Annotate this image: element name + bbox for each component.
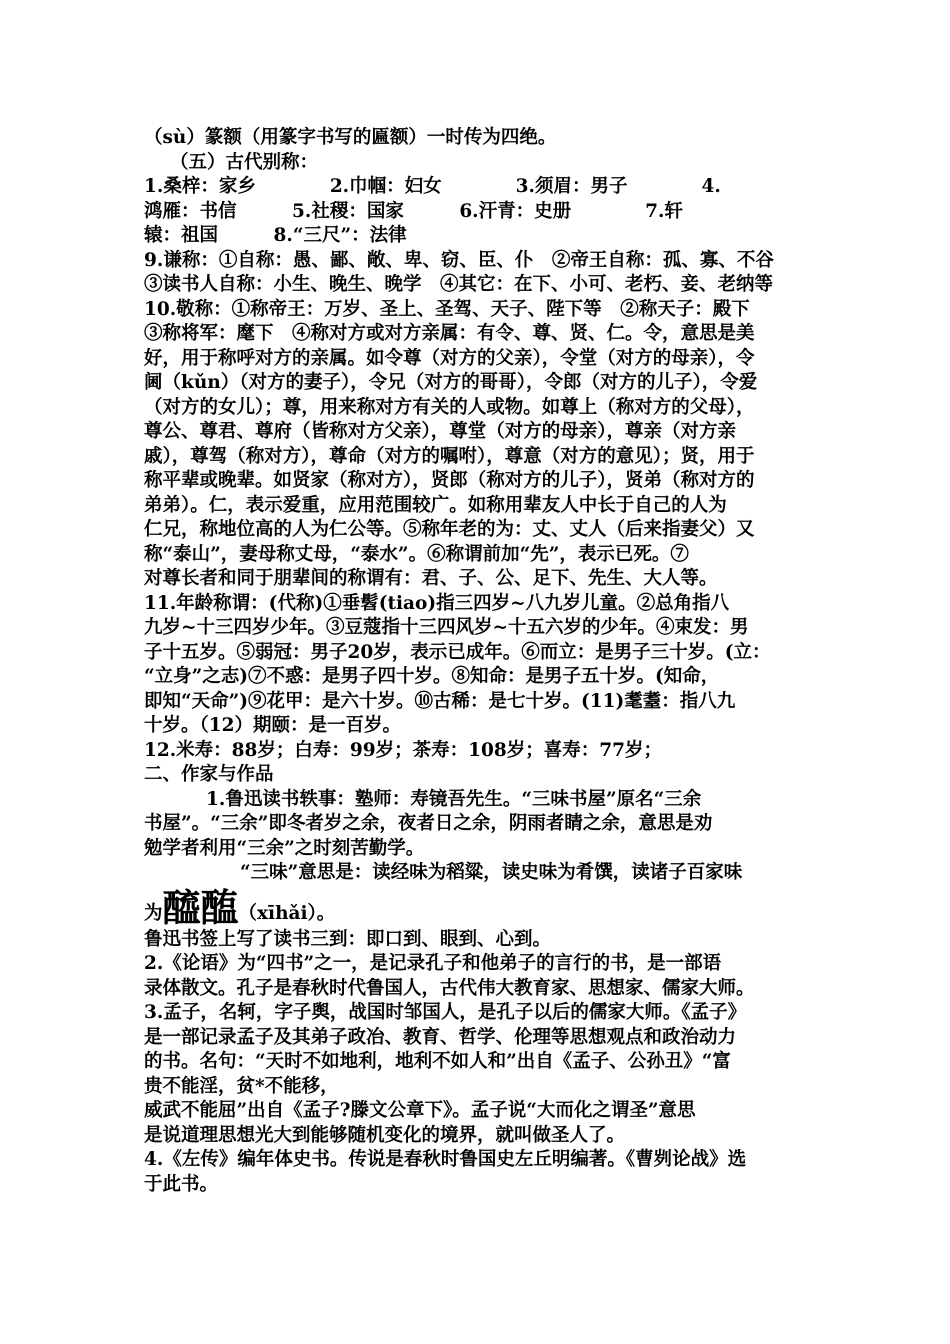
text-line: 4.《左传》编年体史书。传说是春秋时鲁国史左丘明编著。《曹刿论战》选	[144, 1149, 747, 1170]
text-line-large	[144, 884, 814, 930]
text-line: 好，用于称呼对方的亲属。如令尊（对方的父亲），令堂（对方的母亲），令	[144, 347, 755, 369]
text-line: 于此书。	[144, 1173, 219, 1195]
text-line: 3.孟子，名轲，字子舆，战国时邹国人，是孔子以后的儒家大师。《孟子》	[144, 1002, 747, 1023]
text-line: 9.谦称：①自称：愚、鄙、敞、卑、窃、臣、仆 ②帝王自称：孤、寡、不谷	[144, 249, 774, 271]
text-line: 2.《论语》为“四书”之一，是记录孔子和他弟子的言行的书，是一部语	[144, 953, 722, 974]
text-line: 勉学者利用“三余”之时刻苦勤学。	[144, 837, 425, 859]
text-line: 是一部记录孟子及其弟子政冶、教育、哲学、伦理等思想观点和政治动力	[144, 1026, 737, 1048]
text-line: 辕：祖国 8.“三尺”：法律	[144, 225, 407, 246]
text-line: （sù）篆额（用篆字书写的匾额）一时传为四绝。	[144, 127, 557, 148]
text-line: 录体散文。孔子是春秋时代鲁国人，古代伟大教育家、思想家、儒家大师。	[144, 977, 755, 999]
text-line: 贵不能淫，贫*不能移，	[144, 1075, 339, 1097]
text-line: 戚），尊驾（称对方），尊命（对方的嘱咐），尊意（对方的意见）；贤，用于	[144, 445, 755, 467]
text-line: “立身”之志)⑦不惑：是男子四十岁。⑧知命：是男子五十岁。(知命，	[144, 666, 720, 687]
text-line: （对方的女儿）；尊，用来称对方有关的人或物。如尊上（称对方的父母），	[144, 396, 755, 418]
text-line: 1.桑梓：家乡 2.巾帼：妇女 3.须眉：男子 4.	[144, 176, 721, 197]
text-line: 仁兄，称地位高的人为仁公等。⑤称年老的为：丈、丈人（后来指妻父）又	[144, 519, 755, 540]
text-line: 弟弟）。仁，表示爱重，应用范围较广。如称用辈友人中长于自己的人为	[144, 494, 727, 516]
big-characters: 醯醢	[162, 884, 239, 930]
section-heading: （五）古代别称：	[170, 151, 319, 173]
text-line: 是说道理思想光大到能够随机变化的境界，就叫做圣人了。	[144, 1124, 626, 1146]
text-line: 1.鲁迅读书轶事：塾师：寿镜吾先生。“三味书屋”原名“三余	[206, 788, 702, 810]
text-line: 鲁迅书签上写了读书三到：即口到、眼到、心到。	[144, 928, 552, 950]
text-line: ③称将军：麾下 ④称对方或对方亲属：有令、尊、贤、仁。令，意思是美	[144, 323, 755, 344]
section-heading: 二、作家与作品	[144, 764, 274, 785]
text-line: 书屋”。“三余”即冬者岁之余，夜者日之余，阴雨者睛之余，意思是劝	[144, 813, 713, 834]
text-line: 十岁。（12）期颐：是一百岁。	[144, 715, 401, 736]
text-line: 鸿雁：书信 5.社稷：国家 6.汗青：史册 7.轩	[144, 200, 683, 222]
text-line: 12.米寿：88岁；白寿：99岁；茶寿：108岁；喜寿：77岁；	[144, 739, 663, 761]
text-line: 威武不能屈”出自《孟子?滕文公章下》。孟子说“大而化之谓圣”意思	[144, 1100, 696, 1121]
text-line: 尊公、尊君、尊府（皆称对方父亲），尊堂（对方的母亲），尊亲（对方亲	[144, 421, 737, 442]
text-line: 11.年龄称谓：(代称)①垂髫(tiao)指三四岁~八九岁儿童。②总角指八	[144, 592, 730, 614]
document-body	[144, 126, 814, 1197]
text-line: 对尊长者和同于朋辈间的称谓有：君、子、公、足下、先生、大人等。	[144, 568, 718, 589]
text-line: 子十五岁。⑤弱冠：男子20岁，表示已成年。⑥而立：是男子三十岁。(立：	[144, 641, 771, 663]
text-line: 称“泰山”，妻母称丈母，“泰水”。⑥称谓前加“先”，表示已死。⑦	[144, 543, 689, 565]
text-line: 九岁~十三四岁少年。③豆蔻指十三四风岁~十五六岁的少年。④束发：男	[144, 617, 749, 638]
text-line: 的书。名句：“天时不如地利，地利不如人和”出自《孟子、公孙丑》“富	[144, 1051, 731, 1072]
big-line-prefix: 为	[144, 902, 163, 924]
text-line: 称平辈或晚辈。如贤家（称对方），贤郎（称对方的儿子），贤弟（称对方的	[144, 470, 755, 491]
big-line-suffix: （xīhǎi）。	[238, 902, 336, 924]
text-line: ③读书人自称：小生、晚生、晚学 ④其它：在下、小可、老朽、妾、老纳等	[144, 274, 774, 295]
text-line: 即知“天命”)⑨花甲：是六十岁。⑩古稀：是七十岁。(11)耄耋：指八九	[144, 690, 736, 712]
text-line: 10.敬称：①称帝王：万岁、圣上、圣驾、天子、陛下等 ②称天子：殿下	[144, 298, 750, 320]
text-line: 阃（kǔn）（对方的妻子），令兄（对方的哥哥），令郎（对方的儿子），令爱	[144, 372, 758, 393]
text-line: “三味”意思是：读经味为稻粱，读史味为肴馔，读诸子百家味	[240, 862, 743, 883]
